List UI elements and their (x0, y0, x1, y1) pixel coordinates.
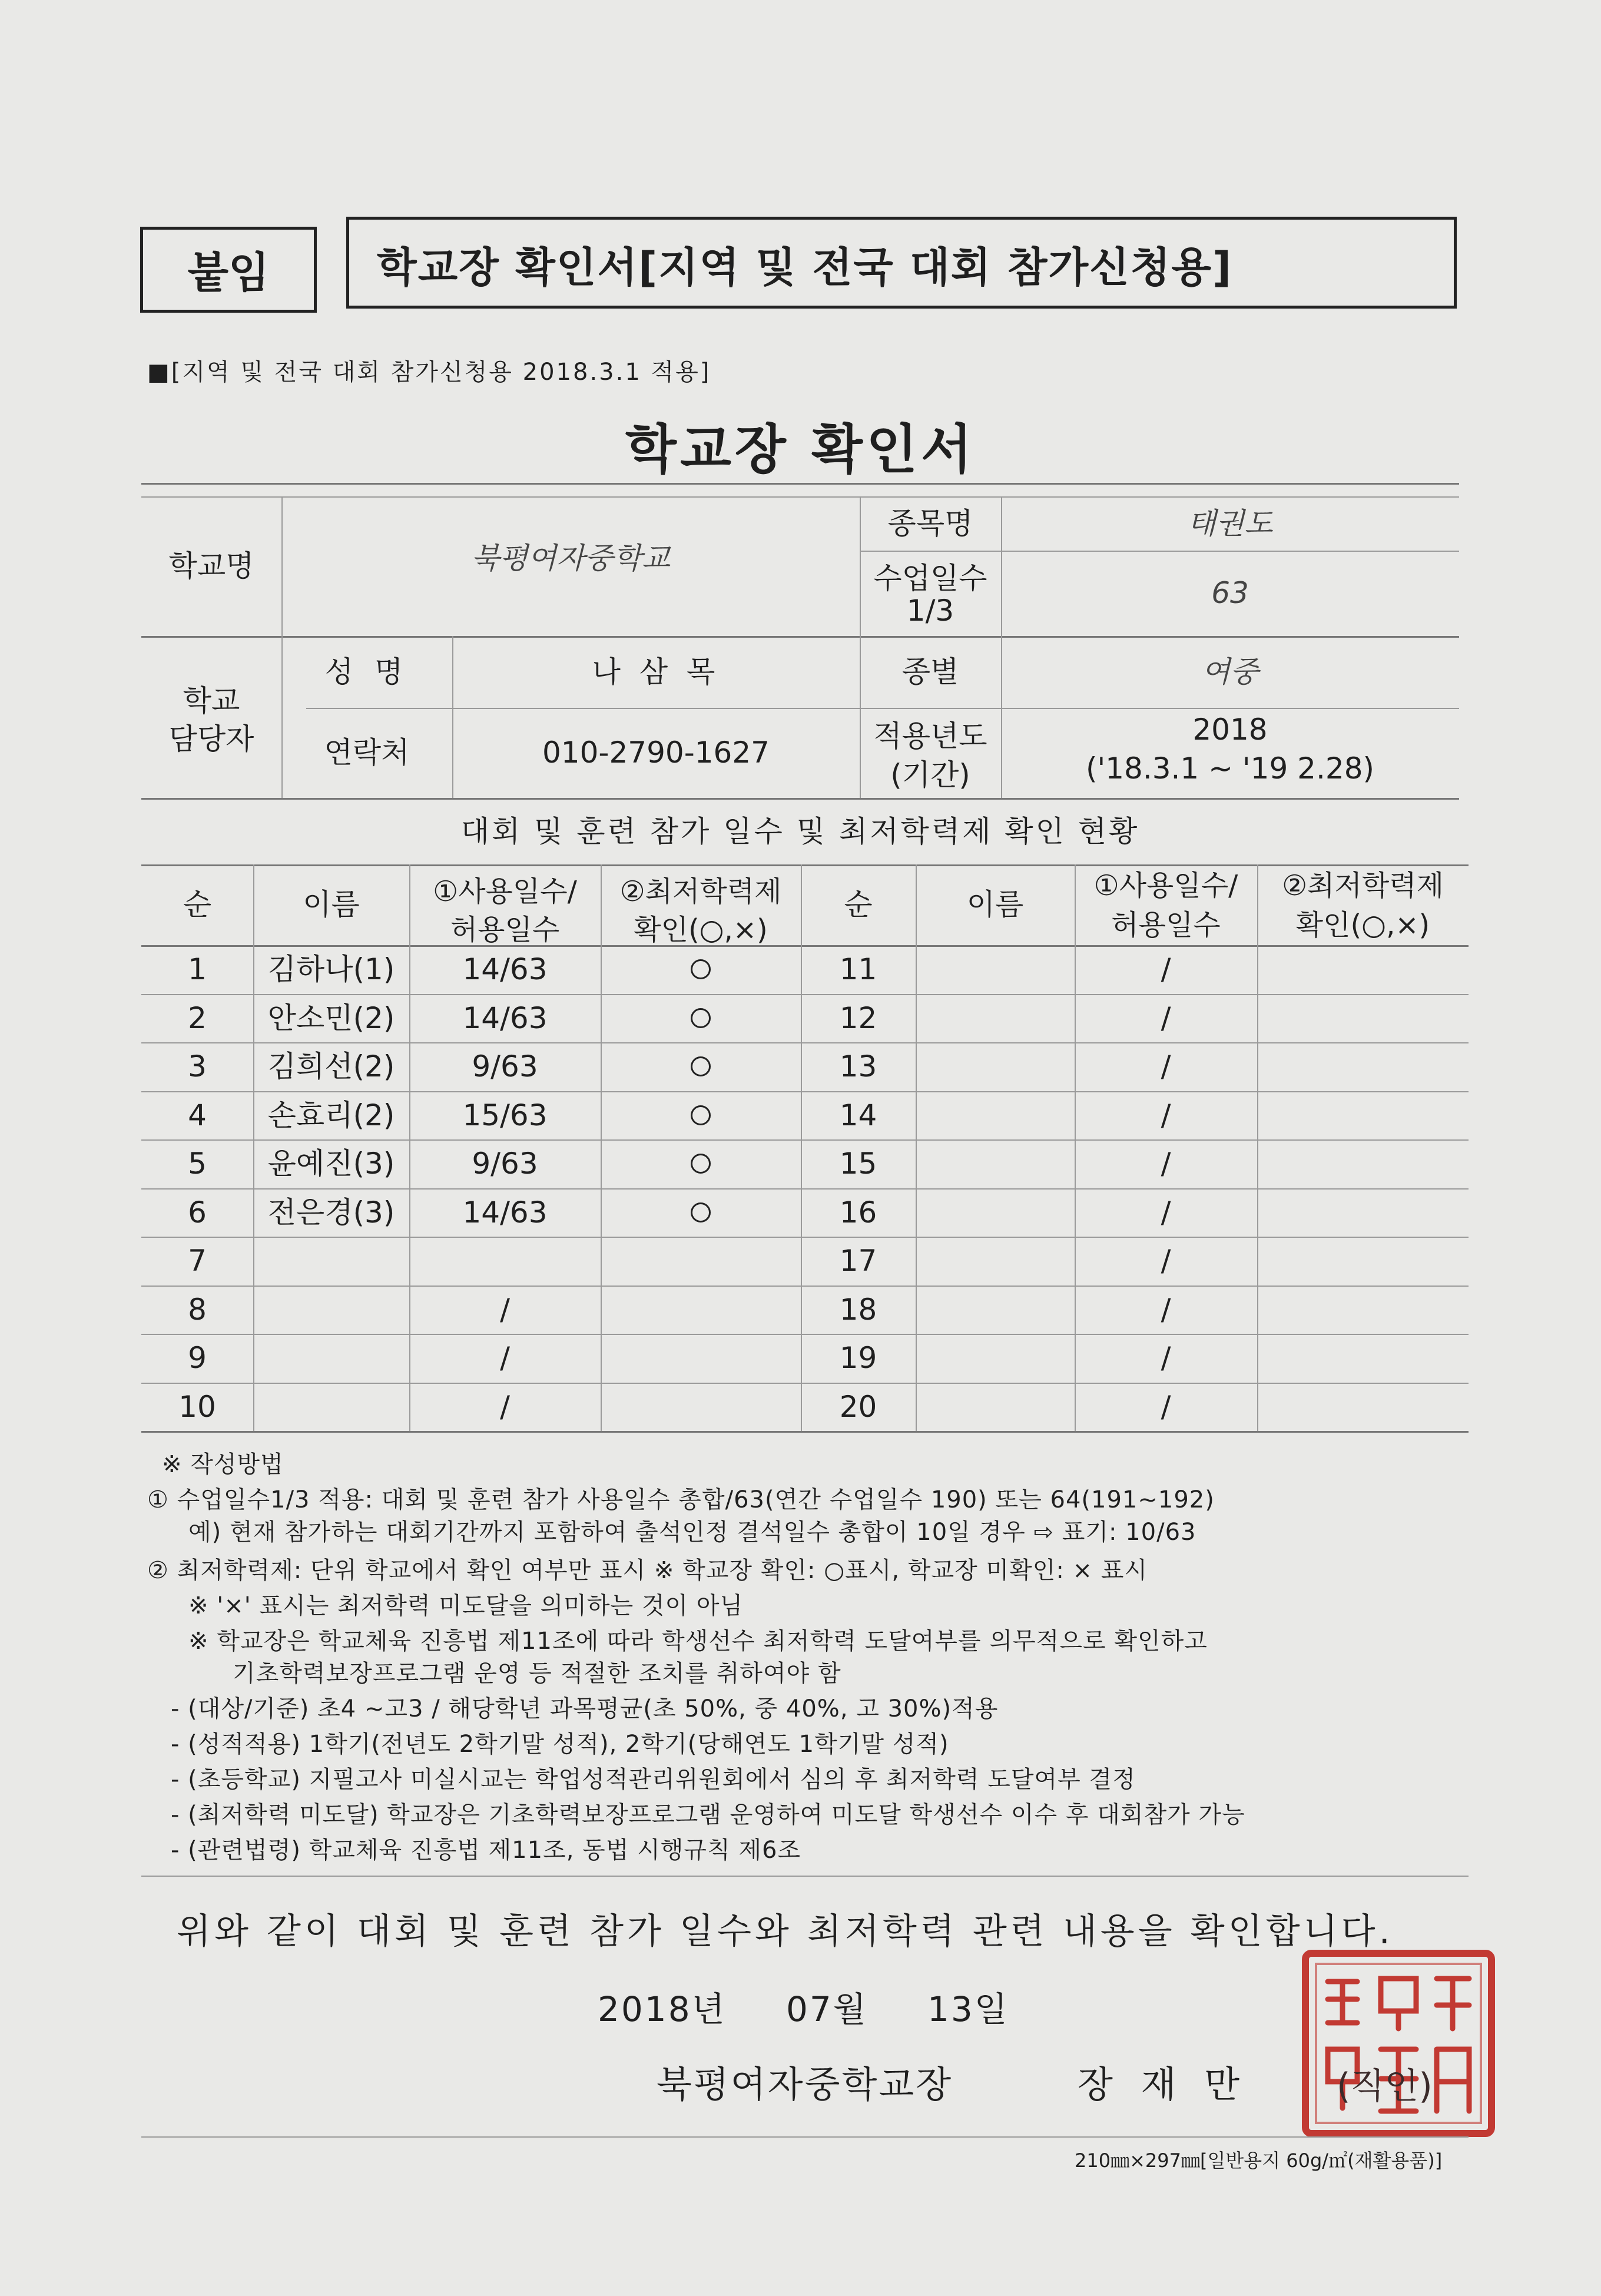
table-cell-num: 15 (839, 1147, 877, 1181)
table-cell-name (916, 1334, 1075, 1383)
table-cell-name: 김희선(2) (267, 1049, 395, 1084)
table-cell-num: 11 (839, 952, 877, 986)
table-cell-name: 김하나(1) (267, 952, 395, 986)
table-cell-name (916, 945, 1075, 994)
table-cell-days: / (1161, 952, 1171, 986)
table-cell-check (601, 1188, 801, 1237)
table-cell-check (601, 1286, 801, 1334)
table-cell-days: 14/63 (462, 1000, 548, 1035)
table-cell-num: 6 (188, 1195, 207, 1230)
instruction-line: - (관련법령) 학교체육 진흥법 제11조, 동법 시행규칙 제6조 (171, 1837, 801, 1864)
table-cell-check (1257, 1334, 1469, 1383)
footer-line (141, 2136, 1469, 2138)
table-cell-name (253, 1383, 409, 1432)
check-circle-icon (691, 1105, 711, 1125)
school-name-label: 학교명 (168, 549, 254, 584)
name-value: 나 삼 목 (592, 654, 720, 689)
table-cell-check (1257, 1383, 1469, 1432)
table-cell-days: / (1161, 1341, 1171, 1375)
contact-value: 010-2790-1627 (542, 735, 770, 770)
table-cell-num: 19 (839, 1341, 877, 1375)
table-cell-days: / (500, 1389, 510, 1424)
table-cell-check (601, 1042, 801, 1091)
table-cell-name (916, 1042, 1075, 1091)
instruction-line: 기초학력보장프로그램 운영 등 적절한 조치를 취하여야 함 (233, 1660, 841, 1687)
table-cell-days: / (1161, 1147, 1171, 1181)
table-cell-name: 손효리(2) (267, 1098, 395, 1132)
header-check-1-right: ②최저학력제 (1282, 869, 1444, 902)
category-label: 종별 (901, 654, 959, 689)
instruction-line: 예) 현재 참가하는 대회기간까지 포함하여 출석인정 결석일수 총합이 10일 경우 ⇨ 표기: 10/63 (188, 1519, 1196, 1546)
name-label: 성 명 (324, 654, 409, 689)
official-seal-icon (1298, 1946, 1499, 2141)
table-cell-num: 13 (839, 1049, 877, 1084)
table-cell-check (601, 945, 801, 994)
header-days-1-right: ①사용일수/ (1093, 869, 1238, 902)
header-name-right: 이름 (966, 887, 1024, 922)
table-cell-name (916, 1383, 1075, 1432)
instruction-line: ① 수업일수1/3 적용: 대회 및 훈련 참가 사용일수 총합/63(연간 수업일수 190) 또는 64(191~192) (147, 1486, 1215, 1513)
check-circle-icon (691, 1202, 711, 1222)
table-cell-check (1257, 945, 1469, 994)
table-cell-num: 14 (839, 1098, 877, 1132)
table-cell-num: 16 (839, 1195, 877, 1230)
header-title: 학교장 확인서[지역 및 전국 대회 참가신청용] (377, 243, 1232, 291)
table-cell-days: / (1161, 1000, 1171, 1035)
table-cell-name (253, 1237, 409, 1286)
table-cell-num: 20 (839, 1389, 877, 1424)
table-cell-days (409, 1237, 601, 1286)
table-cell-name: 윤예진(3) (267, 1147, 395, 1181)
instruction-line: ※ 학교장은 학교체육 진흥법 제11조에 따라 학생선수 최저학력 도달여부를 의무적으로 확인하고 (188, 1628, 1208, 1655)
table-cell-num: 18 (839, 1292, 877, 1327)
table-cell-name (253, 1286, 409, 1334)
table-cell-days: / (500, 1341, 510, 1375)
info-top-line (141, 483, 1459, 485)
header-check-1: ②최저학력제 (619, 875, 782, 908)
table-cell-num: 7 (188, 1244, 207, 1278)
year-label-2: (기간) (890, 758, 970, 792)
instruction-line: - (성적적용) 1학기(전년도 2학기말 성적), 2학기(당해연도 1학기말 성적) (171, 1731, 949, 1758)
header-name: 이름 (303, 887, 360, 922)
instruction-line: ② 최저학력제: 단위 학교에서 확인 여부만 표시 ※ 학교장 확인: ○표시, 학교장 미확인: × 표시 (147, 1557, 1148, 1584)
category-value: 여중 (1201, 654, 1259, 689)
instruction-line: ※ 작성방법 (162, 1451, 284, 1478)
date-day: 13일 (927, 1989, 1009, 2029)
year-value-1: 2018 (1192, 713, 1268, 747)
table-cell-days: / (1161, 1389, 1171, 1424)
event-label: 종목명 (887, 506, 973, 541)
table-cell-check (601, 1383, 801, 1432)
main-title: 학교장 확인서 (625, 419, 976, 481)
table-cell-check (1257, 994, 1469, 1043)
manager-label-2: 담당자 (168, 722, 254, 756)
principal-name: 장 재 만 (1078, 2063, 1248, 2106)
table-cell-name (253, 1334, 409, 1383)
days-label-1: 수업일수 (873, 561, 987, 595)
table-cell-num: 10 (178, 1389, 216, 1424)
check-circle-icon (691, 959, 711, 979)
table-cell-days: 14/63 (462, 1195, 548, 1230)
table-cell-num: 5 (188, 1147, 207, 1181)
table-cell-days: 9/63 (472, 1049, 538, 1084)
table-cell-num: 1 (188, 952, 207, 986)
instruction-line: - (초등학교) 지필고사 미실시교는 학업성적관리위원회에서 심의 후 최저학력 도달여부 결정 (171, 1766, 1136, 1793)
header-days-2: 허용일수 (450, 913, 560, 946)
date-year: 2018년 (598, 1989, 727, 2029)
table-cell-name (916, 1237, 1075, 1286)
table-cell-check (601, 994, 801, 1043)
table-cell-days: / (500, 1292, 510, 1327)
table-cell-num: 12 (839, 1000, 877, 1035)
year-value-2: ('18.3.1 ~ '19 2.28) (1085, 751, 1375, 786)
instruction-line: - (대상/기준) 초4 ~고3 / 해당학년 과목평균(초 50%, 중 40%, 고 30%)적용 (171, 1695, 999, 1722)
manager-label-1: 학교 (183, 684, 240, 718)
table-cell-check (1257, 1286, 1469, 1334)
days-label-2: 1/3 (906, 594, 954, 628)
year-label-1: 적용년도 (873, 719, 987, 753)
table-cell-name (916, 1139, 1075, 1188)
table-cell-check (1257, 1237, 1469, 1286)
table-cell-days: / (1161, 1049, 1171, 1084)
header-num: 순 (183, 887, 212, 922)
table-cell-days: / (1161, 1244, 1171, 1278)
header-days-2-right: 허용일수 (1111, 909, 1221, 942)
table-cell-num: 4 (188, 1098, 207, 1132)
event-value: 태권도 (1187, 506, 1273, 541)
table-cell-check (1257, 1188, 1469, 1237)
school-principal: 북평여자중학교장 (657, 2063, 953, 2106)
seal-label: (직인) (1337, 2066, 1433, 2107)
table-cell-num: 3 (188, 1049, 207, 1084)
table-cell-num: 9 (188, 1341, 207, 1375)
table-cell-check (601, 1237, 801, 1286)
confirmation-text: 위와 같이 대회 및 훈련 참가 일수와 최저학력 관련 내용을 확인합니다. (177, 1911, 1394, 1952)
school-name-value: 북평여자중학교 (470, 541, 671, 575)
header-days-1: ①사용일수/ (433, 875, 577, 908)
contact-label: 연락처 (324, 735, 410, 770)
table-cell-days: 9/63 (472, 1147, 538, 1181)
check-circle-icon (691, 1056, 711, 1076)
date-month: 07월 (786, 1989, 868, 2029)
header-check-2: 확인(○,×) (634, 913, 768, 946)
table-cell-num: 17 (839, 1244, 877, 1278)
table-cell-days: / (1161, 1098, 1171, 1132)
attachment-label: 붙임 (187, 248, 270, 297)
instruction-line: - (최저학력 미도달) 학교장은 기초학력보장프로그램 운영하여 미도달 학생선수 이수 후 대회참가 가능 (171, 1801, 1245, 1828)
section-title: 대회 및 훈련 참가 일수 및 최저학력제 확인 현황 (460, 814, 1140, 849)
check-circle-icon (691, 1008, 711, 1028)
table-cell-check (601, 1139, 801, 1188)
footer-text: 210㎜×297㎜[일반용지 60g/㎡(재활용품)] (1075, 2149, 1443, 2172)
table-cell-days: 14/63 (462, 952, 548, 986)
table-cell-check (601, 1091, 801, 1140)
table-cell-days: / (1161, 1292, 1171, 1327)
table-cell-name (916, 994, 1075, 1043)
table-cell-name (916, 1188, 1075, 1237)
table-cell-days: 15/63 (462, 1098, 548, 1132)
table-cell-check (1257, 1139, 1469, 1188)
table-cell-num: 2 (188, 1000, 207, 1035)
table-cell-check (1257, 1091, 1469, 1140)
days-value: 63 (1211, 576, 1249, 611)
table-cell-name: 전은경(3) (267, 1195, 395, 1230)
info-line (141, 798, 1459, 800)
header-check-2-right: 확인(○,×) (1295, 909, 1430, 942)
subheader: ■[지역 및 전국 대회 참가신청용 2018.3.1 적용] (147, 359, 711, 386)
table-row-line (141, 1431, 1469, 1433)
instruction-line: ※ '×' 표시는 최저학력 미도달을 의미하는 것이 아님 (188, 1592, 744, 1619)
check-circle-icon (691, 1154, 711, 1174)
header-num-right: 순 (844, 887, 873, 922)
table-cell-name (916, 1091, 1075, 1140)
table-cell-check (601, 1334, 801, 1383)
table-cell-name: 안소민(2) (267, 1000, 395, 1035)
table-cell-name (916, 1286, 1075, 1334)
table-cell-check (1257, 1042, 1469, 1091)
table-cell-days: / (1161, 1195, 1171, 1230)
notes-bottom-line (141, 1876, 1469, 1877)
table-cell-num: 8 (188, 1292, 207, 1327)
